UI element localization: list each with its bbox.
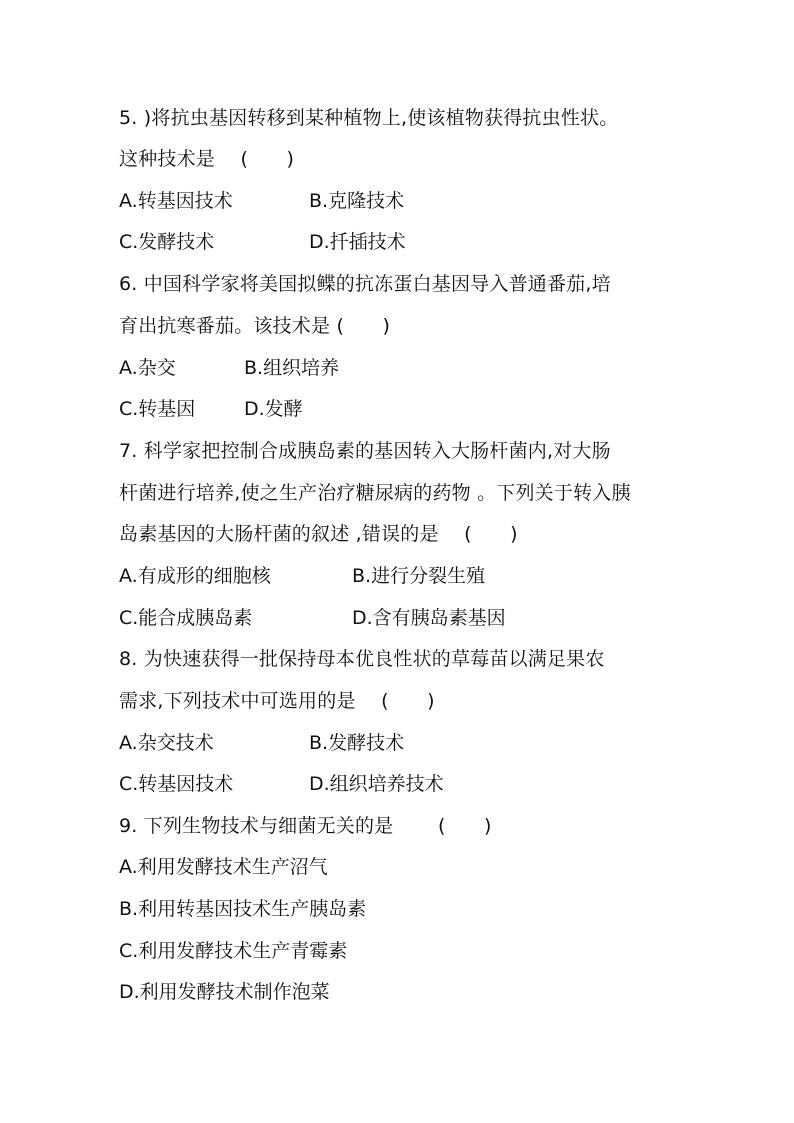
question-8-line-2: 需求,下列技术中可选用的是 ( )	[119, 690, 435, 712]
question-9-option-b: B.利用转基因技术生产胰岛素	[119, 898, 367, 920]
question-8-option-c: C.转基因技术	[119, 773, 234, 795]
question-6-option-b: B.组织培养	[244, 357, 340, 379]
question-8-option-d: D.组织培养技术	[309, 773, 444, 795]
question-9-option-a: A.利用发酵技术生产沼气	[119, 856, 328, 878]
question-9-line-1: 9. 下列生物技术与细菌无关的是 ( )	[119, 815, 492, 837]
question-5-option-a: A.转基因技术	[119, 190, 233, 212]
question-7-line-3: 岛素基因的大肠杆菌的叙述 ,错误的是 ( )	[119, 523, 518, 545]
question-7-option-b: B.进行分裂生殖	[352, 565, 486, 587]
question-6-option-a: A.杂交	[119, 357, 176, 379]
question-8-option-a: A.杂交技术	[119, 732, 214, 754]
question-5-option-d: D.扦插技术	[309, 231, 406, 253]
question-7-line-1: 7. 科学家把控制合成胰岛素的基因转入大肠杆菌内,对大肠	[119, 440, 611, 462]
question-9-option-c: C.利用发酵技术生产青霉素	[119, 940, 348, 962]
question-7-option-d: D.含有胰岛素基因	[352, 607, 506, 629]
question-8-line-1: 8. 为快速获得一批保持母本优良性状的草莓苗以满足果农	[119, 648, 605, 670]
question-8-option-b: B.发酵技术	[309, 732, 405, 754]
question-6-option-c: C.转基因	[119, 398, 196, 420]
question-5-line-2: 这种技术是 ( )	[119, 148, 295, 170]
question-7-option-c: C.能合成胰岛素	[119, 607, 253, 629]
question-7-line-2: 杆菌进行培养,使之生产治疗糖尿病的药物 。下列关于转入胰	[119, 482, 631, 504]
question-5-option-c: C.发酵技术	[119, 231, 215, 253]
question-5-option-b: B.克隆技术	[309, 190, 405, 212]
question-7-option-a: A.有成形的细胞核	[119, 565, 271, 587]
question-6-line-1: 6. 中国科学家将美国拟鲽的抗冻蛋白基因导入普通番茄,培	[119, 273, 611, 295]
question-5-line-1: 5. )将抗虫基因转移到某种植物上,使该植物获得抗虫性状。	[119, 107, 619, 129]
question-6-option-d: D.发酵	[244, 398, 303, 420]
question-9-option-d: D.利用发酵技术制作泡菜	[119, 981, 330, 1003]
question-6-line-2: 育出抗寒番茄。该技术是 ( )	[119, 315, 391, 337]
